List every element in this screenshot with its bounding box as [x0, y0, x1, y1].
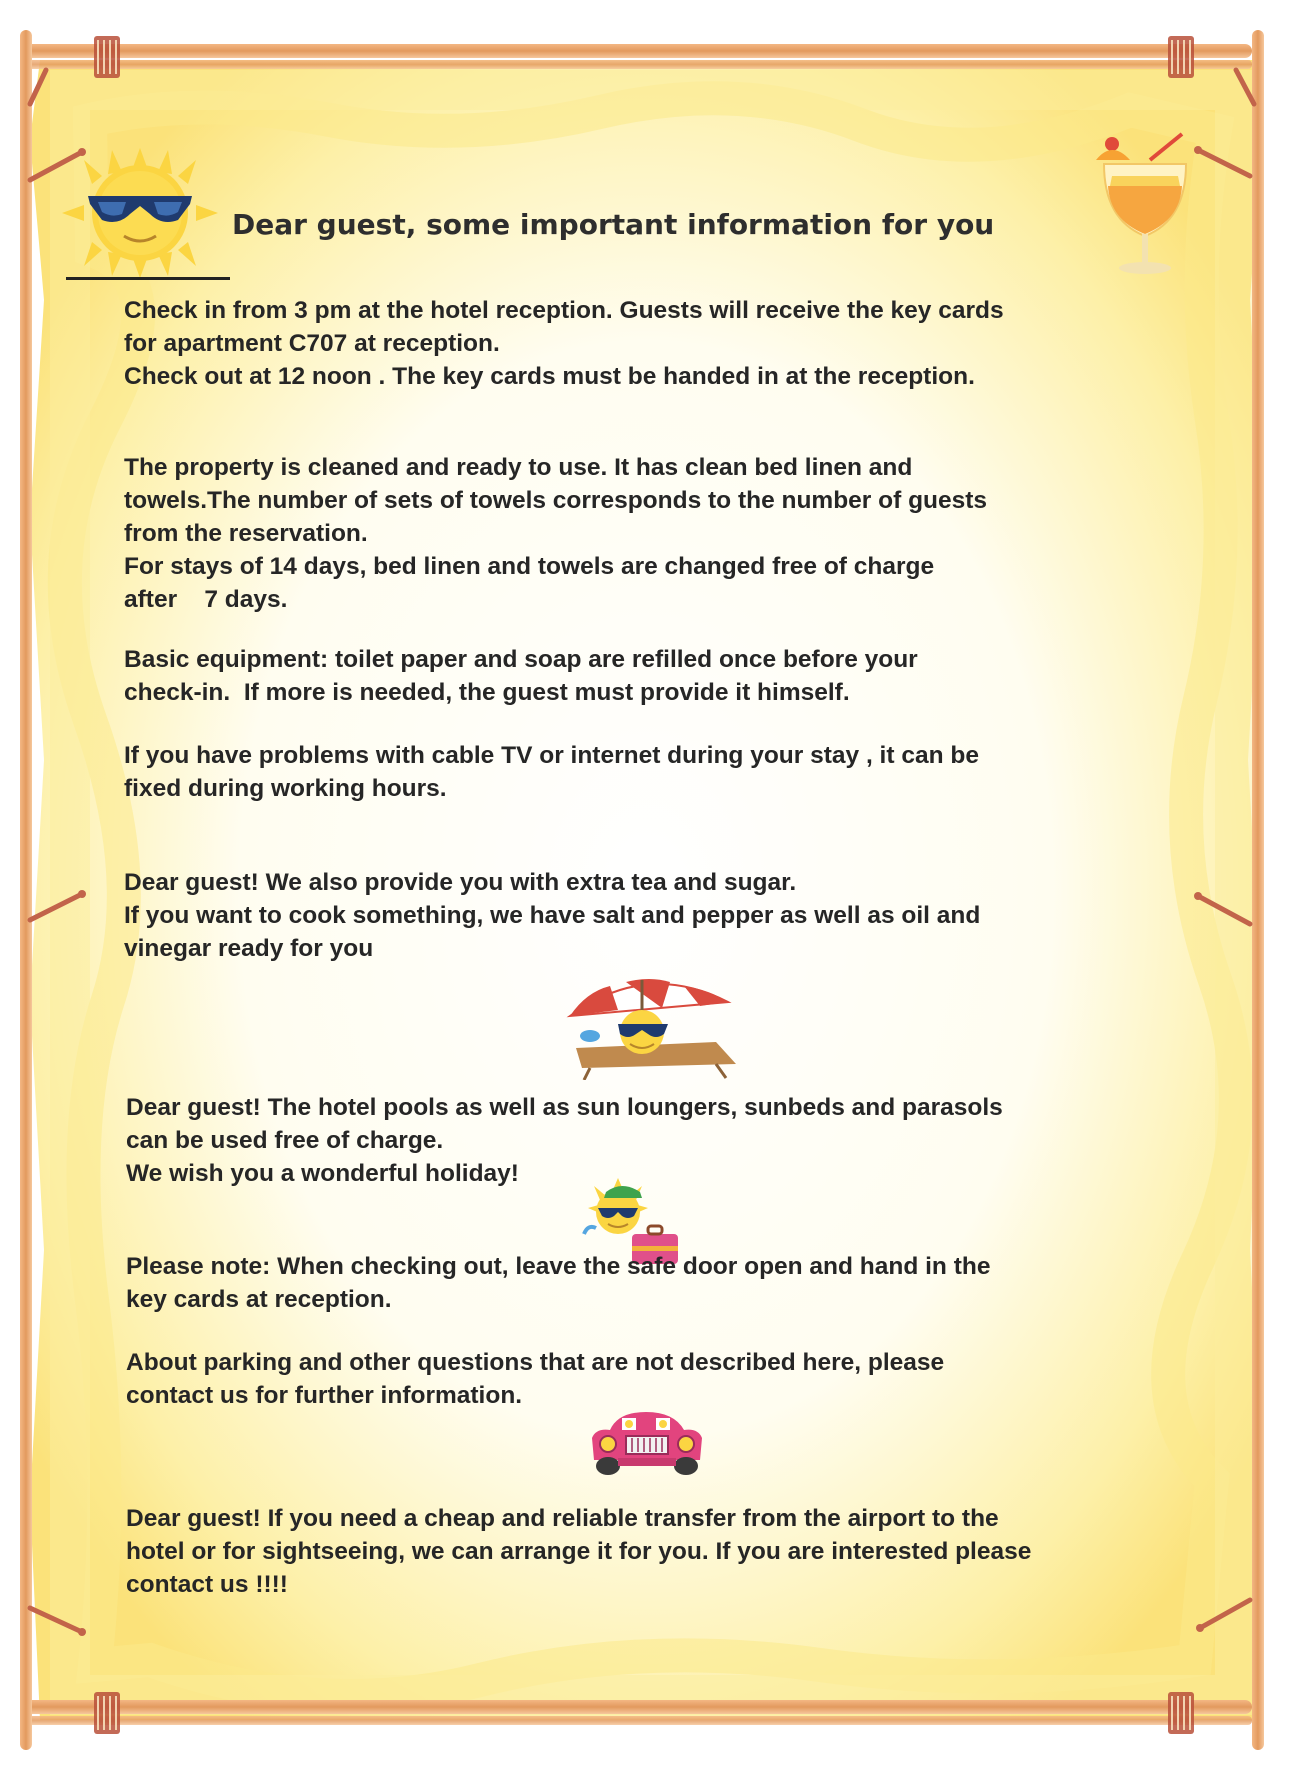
- text-line: contact us !!!!: [126, 1571, 288, 1598]
- text-line: The property is cleaned and ready to use. It has clean bed linen and: [124, 454, 913, 481]
- pools-paragraph: [126, 1091, 1003, 1190]
- transfer-paragraph: [126, 1502, 1031, 1601]
- text-line: Dear guest! We also provide you with extra tea and sugar.: [124, 869, 797, 896]
- text-line: hotel or for sightseeing, we can arrange it for you. If you are interested please: [126, 1538, 1032, 1565]
- text-line: About parking and other questions that are not described here, please: [126, 1349, 945, 1376]
- text-line: contact us for further information.: [126, 1382, 523, 1409]
- text-line: key cards at reception.: [126, 1286, 392, 1313]
- text-line: Dear guest! If you need a cheap and reliable transfer from the airport to the: [126, 1505, 999, 1532]
- text-line: vinegar ready for you: [124, 935, 374, 962]
- title-underline: [66, 277, 230, 280]
- text-line: towels.The number of sets of towels corresponds to the number of guests: [124, 487, 988, 514]
- car-icon: [588, 1408, 706, 1478]
- text-line: Please note: When checking out, leave the safe door open and hand in the: [126, 1253, 991, 1280]
- tv-internet-paragraph: [124, 739, 979, 805]
- text-line: We wish you a wonderful holiday!: [126, 1160, 519, 1187]
- parking-paragraph: [126, 1346, 944, 1412]
- checkin-paragraph: [124, 294, 1004, 393]
- cleaning-paragraph: [124, 451, 987, 616]
- text-line: check-in. If more is needed, the guest must provide it himself.: [124, 679, 850, 706]
- text-line: Check out at 12 noon . The key cards must be handed in at the reception.: [124, 363, 975, 390]
- kitchen-paragraph: [124, 866, 980, 965]
- text-line: If you want to cook something, we have salt and pepper as well as oil and: [124, 902, 981, 929]
- text-line: can be used free of charge.: [126, 1127, 444, 1154]
- text-line: fixed during working hours.: [124, 775, 447, 802]
- text-line: for apartment C707 at reception.: [124, 330, 500, 357]
- text-line: from the reservation.: [124, 520, 368, 547]
- equipment-paragraph: [124, 643, 918, 709]
- cocktail-icon: [1090, 130, 1200, 280]
- text-line: Basic equipment: toilet paper and soap are refilled once before your: [124, 646, 918, 673]
- text-line: after 7 days.: [124, 586, 288, 613]
- sun-sunglasses-icon: [62, 148, 218, 278]
- beach-umbrella-icon: [566, 972, 742, 1080]
- text-line: Check in from 3 pm at the hotel reception. Guests will receive the key cards: [124, 297, 1004, 324]
- text-line: If you have problems with cable TV or internet during your stay , it can be: [124, 742, 979, 769]
- text-line: For stays of 14 days, bed linen and towels are changed free of charge: [124, 553, 935, 580]
- checkout-note-paragraph: [126, 1250, 990, 1316]
- text-line: Dear guest! The hotel pools as well as sun loungers, sunbeds and parasols: [126, 1094, 1003, 1121]
- page-title: Dear guest, some important information for you: [232, 208, 995, 241]
